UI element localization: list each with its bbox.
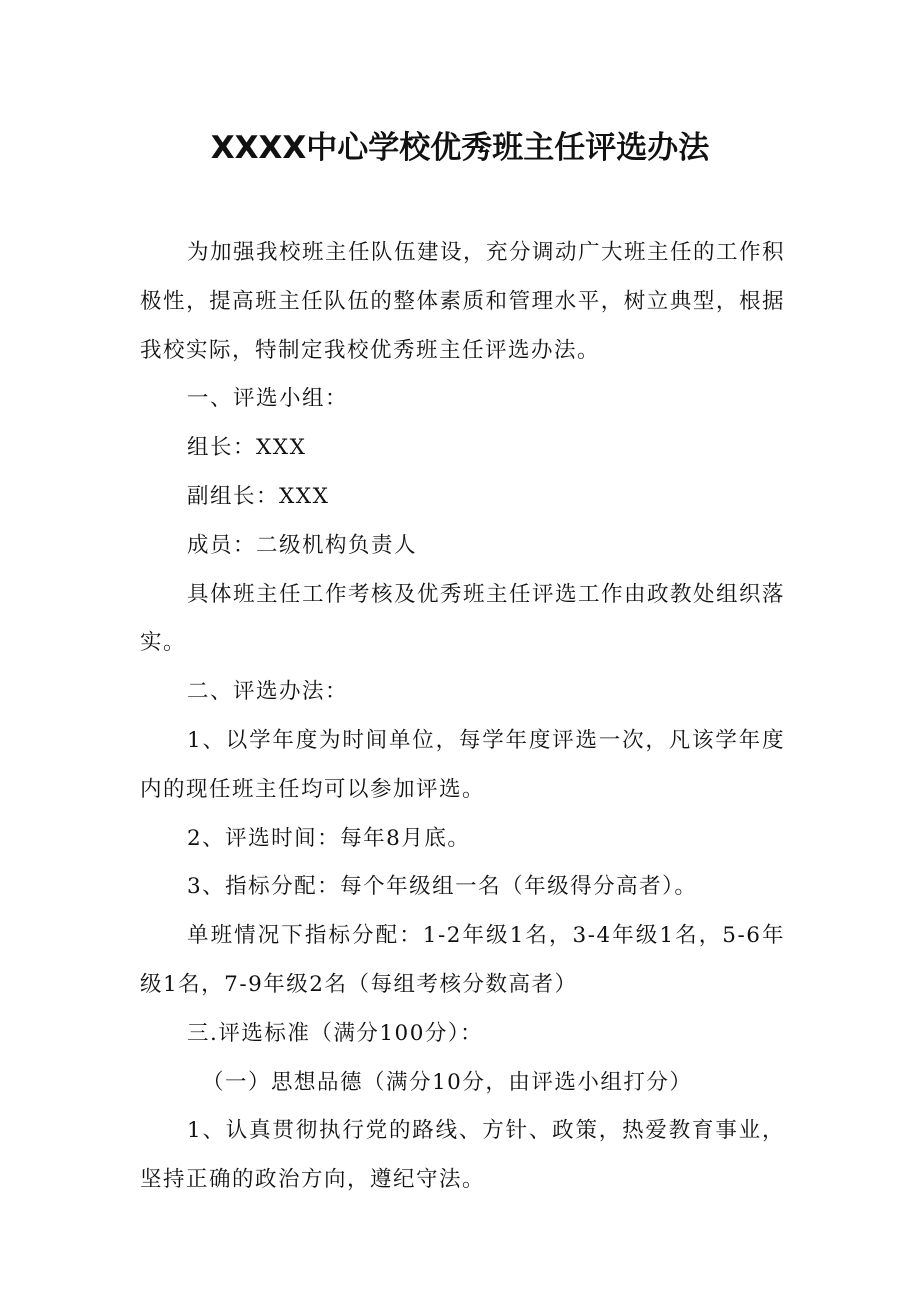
committee-members: 成员：二级机构负责人 (187, 532, 418, 558)
criteria-item-1: 1、认真贯彻执行党的路线、方针、政策，热爱教育事业，坚持正确的政治方向，遵纪守法。 (140, 1118, 785, 1193)
section-heading-committee: 一、评选小组： (187, 386, 349, 412)
document-title: XXXX中心学校优秀班主任评选办法 (210, 130, 710, 166)
section-heading-method: 二、评选办法： (187, 679, 349, 705)
committee-deputy-leader: 副组长：XXX (187, 483, 330, 509)
committee-leader: 组长：XXX (187, 435, 307, 461)
section-heading-criteria: 三.评选标准（满分100分）： (187, 1020, 484, 1046)
method-item-3: 3、指标分配：每个年级组一名（年级得分高者）。 (187, 874, 698, 900)
criteria-subheading-ethics: （一）思想品德（满分10分，由评选小组打分） (202, 1069, 693, 1095)
method-item-2: 2、评选时间：每年8月底。 (187, 825, 471, 851)
document-body (140, 229, 785, 1205)
intro-paragraph: 为加强我校班主任队伍建设，充分调动广大班主任的工作积极性，提高班主任队伍的整体素质和管理水平，树立典型，根据我校实际，特制定我校优秀班主任评选办法。 (140, 240, 786, 363)
quota-paragraph: 单班情况下指标分配：1-2年级1名，3-4年级1名，5-6年级1名，7-9年级2名（每组考核分数高者） (140, 923, 785, 997)
method-item-1: 1、以学年度为时间单位，每学年度评选一次，凡该学年度内的现任班主任均可以参加评选。 (140, 727, 785, 802)
implementation-paragraph: 具体班主任工作考核及优秀班主任评选工作由政教处组织落实。 (140, 581, 786, 656)
